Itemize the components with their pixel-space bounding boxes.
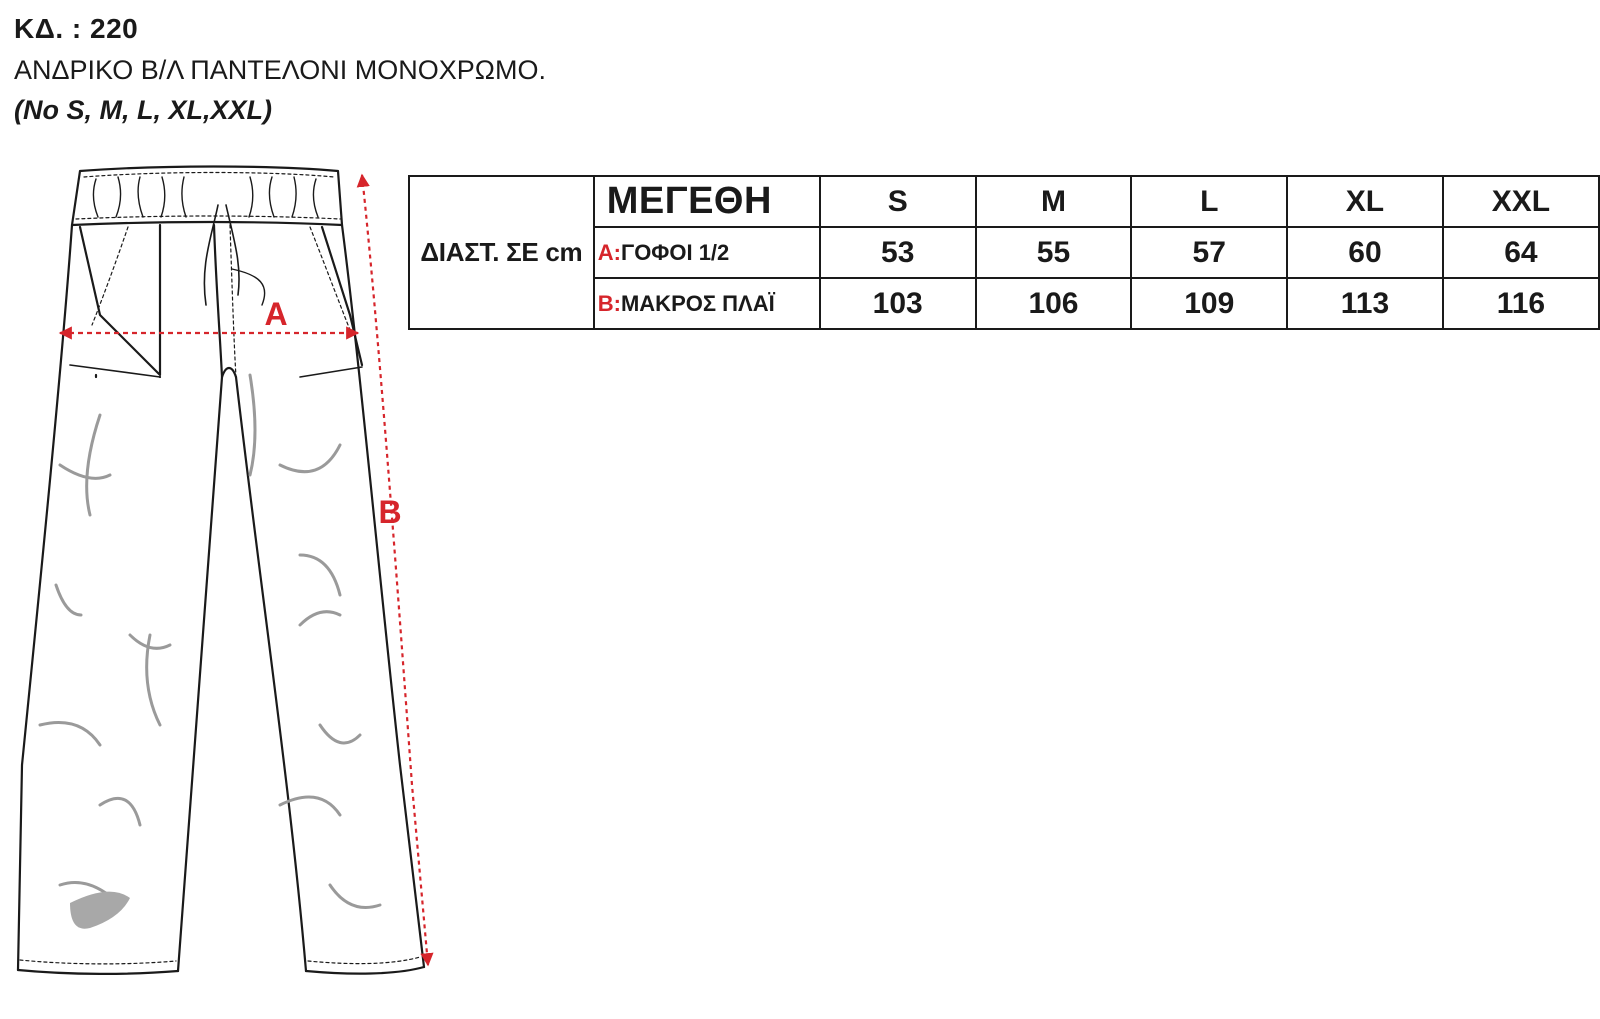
side-length-value-s: 103	[820, 278, 976, 329]
hips-label	[594, 227, 820, 278]
side-length-value-l: 109	[1131, 278, 1287, 329]
side-length-label	[594, 278, 820, 329]
product-header	[14, 8, 546, 130]
size-header-xxl: XXL	[1443, 176, 1599, 227]
side-length-value-m: 106	[976, 278, 1132, 329]
fold-shade	[70, 892, 130, 929]
available-sizes-note: (No S, M, L, XL,XXL)	[14, 95, 272, 125]
hips-value-l: 57	[1131, 227, 1287, 278]
hips-text: ΓΟΦΟΙ 1/2	[620, 239, 730, 265]
size-header-row	[409, 176, 1599, 227]
size-header-s: S	[820, 176, 976, 227]
label-b: B	[378, 494, 402, 530]
sizes-heading: ΜΕΓΕΘΗ	[594, 176, 820, 227]
label-a: A	[264, 296, 288, 332]
side-length-value-xl: 113	[1287, 278, 1443, 329]
fabric-folds	[40, 375, 380, 908]
size-header-l: L	[1131, 176, 1287, 227]
hips-key: A:	[597, 239, 621, 265]
hips-value-xxl: 64	[1443, 227, 1599, 278]
size-header-m: M	[976, 176, 1132, 227]
product-code: ΚΔ. : 220	[14, 13, 139, 44]
size-chart-table	[408, 175, 1600, 330]
side-length-key: B:	[597, 290, 621, 316]
hips-value-s: 53	[820, 227, 976, 278]
hips-value-m: 55	[976, 227, 1132, 278]
size-header-xl: XL	[1287, 176, 1443, 227]
product-description: ΑΝΔΡΙΚΟ Β/Λ ΠΑΝΤΕΛΟΝΙ ΜΟΝΟΧΡΩΜΟ.	[14, 55, 546, 85]
unit-label: ΔΙΑΣΤ. ΣΕ cm	[409, 176, 594, 329]
hips-value-xl: 60	[1287, 227, 1443, 278]
side-length-value-xxl: 116	[1443, 278, 1599, 329]
side-length-text: ΜΑΚΡΟΣ ΠΛΑΪ	[620, 290, 775, 316]
trousers-outline	[18, 167, 424, 974]
